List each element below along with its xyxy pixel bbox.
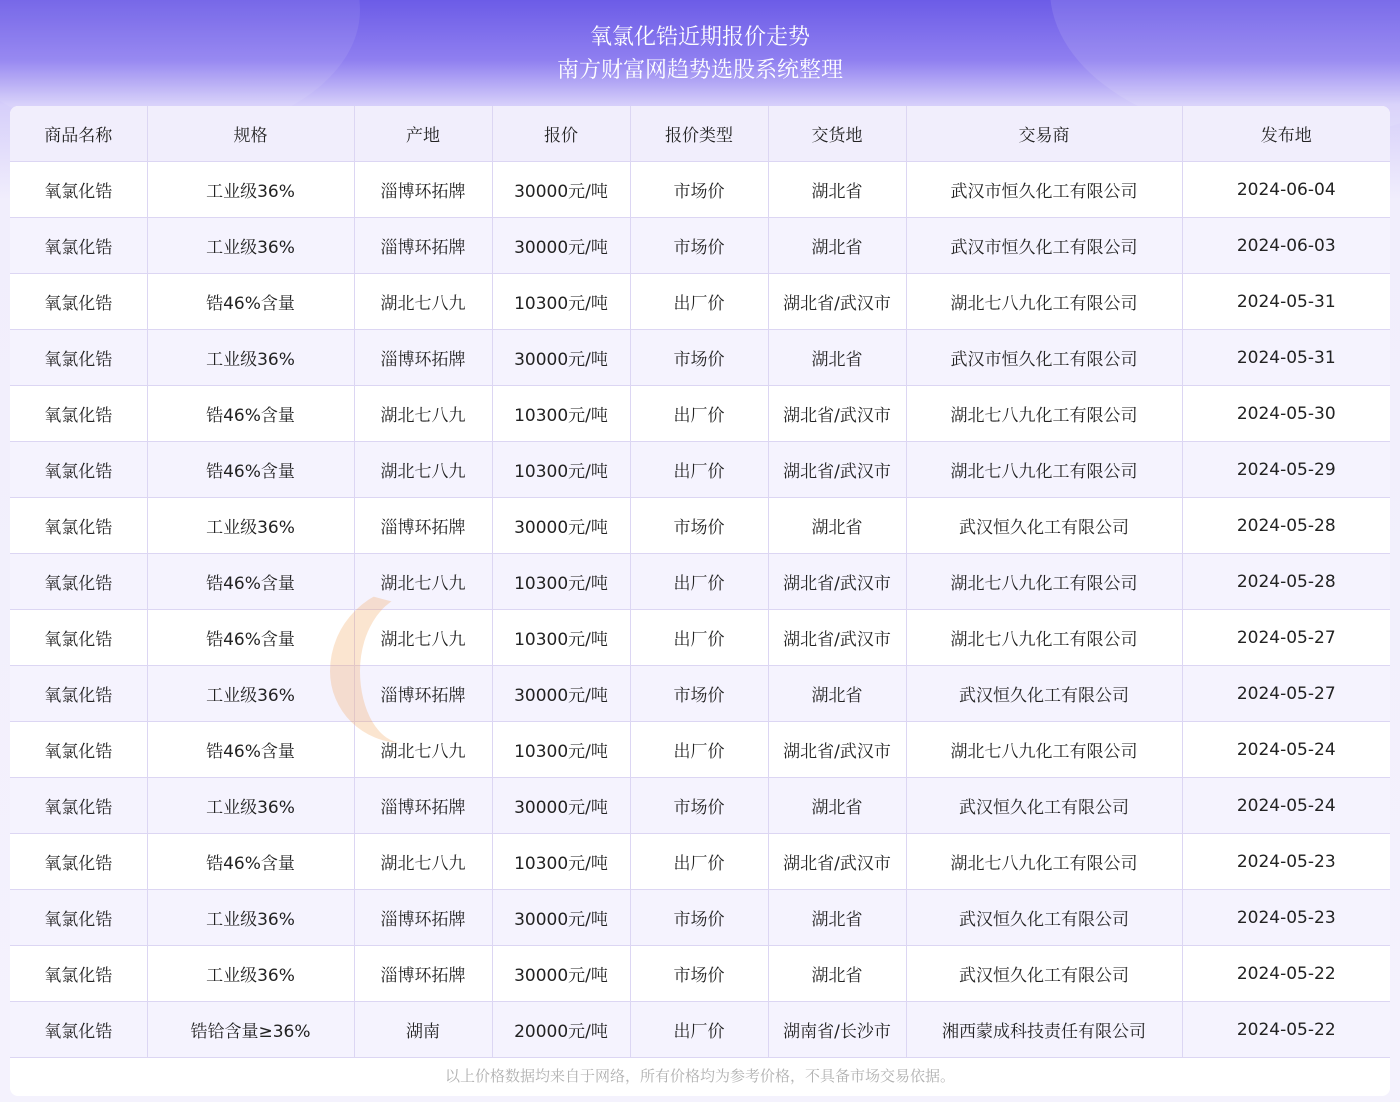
table-cell: 淄博环拓牌 — [354, 890, 492, 946]
table-row — [10, 610, 1390, 666]
table-row — [10, 1002, 1390, 1058]
column-header: 交易商 — [906, 106, 1182, 162]
table-cell: 湖南省/长沙市 — [768, 1002, 906, 1058]
table-cell: 市场价 — [630, 666, 768, 722]
table-cell: 湖北省/武汉市 — [768, 834, 906, 890]
table-cell: 30000元/吨 — [492, 498, 630, 554]
table-cell: 湖北省 — [768, 666, 906, 722]
table-cell: 武汉市恒久化工有限公司 — [906, 162, 1182, 218]
table-cell: 30000元/吨 — [492, 890, 630, 946]
table-cell: 湖北七八九 — [354, 610, 492, 666]
table-cell: 湖南 — [354, 1002, 492, 1058]
table-cell: 淄博环拓牌 — [354, 218, 492, 274]
table-cell: 武汉恒久化工有限公司 — [906, 666, 1182, 722]
table-cell: 市场价 — [630, 330, 768, 386]
table-cell: 湖北七八九 — [354, 442, 492, 498]
table-cell: 氧氯化锆 — [10, 498, 147, 554]
table-row — [10, 498, 1390, 554]
table-cell: 2024-06-03 — [1182, 218, 1390, 274]
table-cell: 市场价 — [630, 946, 768, 1002]
column-header: 交货地 — [768, 106, 906, 162]
table-cell: 2024-05-22 — [1182, 946, 1390, 1002]
table-cell: 淄博环拓牌 — [354, 778, 492, 834]
table-cell: 30000元/吨 — [492, 218, 630, 274]
table-cell: 2024-05-24 — [1182, 722, 1390, 778]
table-cell: 2024-05-22 — [1182, 1002, 1390, 1058]
table-cell: 出厂价 — [630, 442, 768, 498]
table-cell: 氧氯化锆 — [10, 946, 147, 1002]
table-cell: 武汉市恒久化工有限公司 — [906, 218, 1182, 274]
table-cell: 湖北七八九 — [354, 554, 492, 610]
table-row — [10, 442, 1390, 498]
table-row — [10, 666, 1390, 722]
table-cell: 工业级36% — [147, 946, 354, 1002]
table-cell: 10300元/吨 — [492, 386, 630, 442]
table-cell: 湖北七八九 — [354, 386, 492, 442]
table-cell: 出厂价 — [630, 610, 768, 666]
table-cell: 湖北七八九化工有限公司 — [906, 554, 1182, 610]
table-cell: 湖北省 — [768, 330, 906, 386]
table-cell: 出厂价 — [630, 722, 768, 778]
table-cell: 锆铪含量≥36% — [147, 1002, 354, 1058]
table-cell: 10300元/吨 — [492, 554, 630, 610]
table-cell: 湖北省/武汉市 — [768, 554, 906, 610]
column-header: 报价类型 — [630, 106, 768, 162]
table-cell: 2024-05-28 — [1182, 554, 1390, 610]
table-cell: 30000元/吨 — [492, 666, 630, 722]
table-cell: 市场价 — [630, 162, 768, 218]
table-cell: 2024-05-31 — [1182, 330, 1390, 386]
table-cell: 氧氯化锆 — [10, 890, 147, 946]
table-cell: 2024-05-24 — [1182, 778, 1390, 834]
table-cell: 氧氯化锆 — [10, 666, 147, 722]
table-cell: 湖北七八九 — [354, 834, 492, 890]
table-cell: 氧氯化锆 — [10, 778, 147, 834]
table-cell: 湖北七八九 — [354, 274, 492, 330]
table-cell: 锆46%含量 — [147, 274, 354, 330]
table-row — [10, 162, 1390, 218]
table-cell: 工业级36% — [147, 498, 354, 554]
table-cell: 出厂价 — [630, 274, 768, 330]
table-cell: 工业级36% — [147, 890, 354, 946]
table-cell: 市场价 — [630, 498, 768, 554]
table-cell: 淄博环拓牌 — [354, 666, 492, 722]
table-cell: 10300元/吨 — [492, 722, 630, 778]
table-row — [10, 554, 1390, 610]
column-header: 产地 — [354, 106, 492, 162]
table-cell: 30000元/吨 — [492, 778, 630, 834]
table-cell: 市场价 — [630, 890, 768, 946]
table-cell: 10300元/吨 — [492, 834, 630, 890]
page-title-line2: 南方财富网趋势选股系统整理 — [556, 58, 843, 83]
table-cell: 2024-05-30 — [1182, 386, 1390, 442]
table-cell: 湖北省/武汉市 — [768, 722, 906, 778]
table-cell: 锆46%含量 — [147, 722, 354, 778]
column-header: 规格 — [147, 106, 354, 162]
table-cell: 氧氯化锆 — [10, 218, 147, 274]
table-cell: 湘西蒙成科技责任有限公司 — [906, 1002, 1182, 1058]
table-cell: 淄博环拓牌 — [354, 330, 492, 386]
table-cell: 氧氯化锆 — [10, 1002, 147, 1058]
table-cell: 2024-05-28 — [1182, 498, 1390, 554]
table-cell: 淄博环拓牌 — [354, 498, 492, 554]
table-cell: 工业级36% — [147, 778, 354, 834]
table-row — [10, 386, 1390, 442]
table-cell: 湖北七八九化工有限公司 — [906, 386, 1182, 442]
table-cell: 湖北七八九化工有限公司 — [906, 610, 1182, 666]
table-cell: 氧氯化锆 — [10, 274, 147, 330]
table-cell: 30000元/吨 — [492, 946, 630, 1002]
table-cell: 淄博环拓牌 — [354, 162, 492, 218]
table-row — [10, 722, 1390, 778]
table-cell: 出厂价 — [630, 1002, 768, 1058]
table-cell: 湖北省/武汉市 — [768, 442, 906, 498]
table-cell: 氧氯化锆 — [10, 834, 147, 890]
table-cell: 武汉恒久化工有限公司 — [906, 498, 1182, 554]
table-cell: 锆46%含量 — [147, 834, 354, 890]
table-cell: 湖北省/武汉市 — [768, 386, 906, 442]
table-row — [10, 330, 1390, 386]
table-cell: 10300元/吨 — [492, 610, 630, 666]
table-cell: 出厂价 — [630, 386, 768, 442]
table-cell: 武汉恒久化工有限公司 — [906, 890, 1182, 946]
table-cell: 2024-06-04 — [1182, 162, 1390, 218]
table-cell: 锆46%含量 — [147, 442, 354, 498]
table-cell: 市场价 — [630, 778, 768, 834]
table-row — [10, 218, 1390, 274]
column-header: 发布地 — [1182, 106, 1390, 162]
table-cell: 20000元/吨 — [492, 1002, 630, 1058]
table-cell: 出厂价 — [630, 554, 768, 610]
disclaimer-text: 以上价格数据均来自于网络，所有价格均为参考价格，不具备市场交易依据。 — [444, 1067, 955, 1085]
table-cell: 30000元/吨 — [492, 162, 630, 218]
table-body — [10, 162, 1390, 1058]
table-cell: 湖北七八九化工有限公司 — [906, 834, 1182, 890]
table-cell: 2024-05-27 — [1182, 666, 1390, 722]
table-row — [10, 890, 1390, 946]
price-table — [10, 106, 1390, 1058]
table-header-row — [10, 106, 1390, 162]
price-table-panel — [10, 106, 1390, 1096]
table-row — [10, 778, 1390, 834]
table-cell: 2024-05-31 — [1182, 274, 1390, 330]
table-cell: 工业级36% — [147, 162, 354, 218]
table-cell: 湖北省 — [768, 890, 906, 946]
table-cell: 2024-05-23 — [1182, 834, 1390, 890]
table-cell: 湖北七八九化工有限公司 — [906, 274, 1182, 330]
table-cell: 出厂价 — [630, 834, 768, 890]
table-row — [10, 946, 1390, 1002]
table-cell: 2024-05-29 — [1182, 442, 1390, 498]
table-row — [10, 834, 1390, 890]
table-cell: 10300元/吨 — [492, 442, 630, 498]
table-cell: 湖北省 — [768, 946, 906, 1002]
table-cell: 锆46%含量 — [147, 610, 354, 666]
table-cell: 氧氯化锆 — [10, 442, 147, 498]
table-cell: 湖北省 — [768, 498, 906, 554]
table-cell: 湖北省 — [768, 778, 906, 834]
table-cell: 武汉恒久化工有限公司 — [906, 778, 1182, 834]
table-cell: 湖北七八九化工有限公司 — [906, 442, 1182, 498]
table-cell: 市场价 — [630, 218, 768, 274]
column-header: 报价 — [492, 106, 630, 162]
table-cell: 锆46%含量 — [147, 386, 354, 442]
table-cell: 湖北七八九 — [354, 722, 492, 778]
table-cell: 湖北省/武汉市 — [768, 274, 906, 330]
table-cell: 湖北省 — [768, 162, 906, 218]
table-cell: 10300元/吨 — [492, 274, 630, 330]
table-cell: 氧氯化锆 — [10, 330, 147, 386]
table-cell: 工业级36% — [147, 330, 354, 386]
page-title-line1: 氧氯化锆近期报价走势 — [589, 25, 810, 50]
table-cell: 武汉市恒久化工有限公司 — [906, 330, 1182, 386]
table-cell: 湖北省/武汉市 — [768, 610, 906, 666]
page-title — [0, 22, 1400, 88]
table-cell: 30000元/吨 — [492, 330, 630, 386]
table-cell: 2024-05-23 — [1182, 890, 1390, 946]
table-cell: 氧氯化锆 — [10, 162, 147, 218]
table-row — [10, 274, 1390, 330]
column-header: 商品名称 — [10, 106, 147, 162]
table-cell: 氧氯化锆 — [10, 554, 147, 610]
table-cell: 氧氯化锆 — [10, 386, 147, 442]
table-cell: 工业级36% — [147, 666, 354, 722]
table-cell: 氧氯化锆 — [10, 610, 147, 666]
table-cell: 工业级36% — [147, 218, 354, 274]
table-cell: 湖北省 — [768, 218, 906, 274]
table-cell: 淄博环拓牌 — [354, 946, 492, 1002]
table-cell: 武汉恒久化工有限公司 — [906, 946, 1182, 1002]
table-cell: 氧氯化锆 — [10, 722, 147, 778]
table-cell: 2024-05-27 — [1182, 610, 1390, 666]
table-cell: 湖北七八九化工有限公司 — [906, 722, 1182, 778]
table-cell: 锆46%含量 — [147, 554, 354, 610]
